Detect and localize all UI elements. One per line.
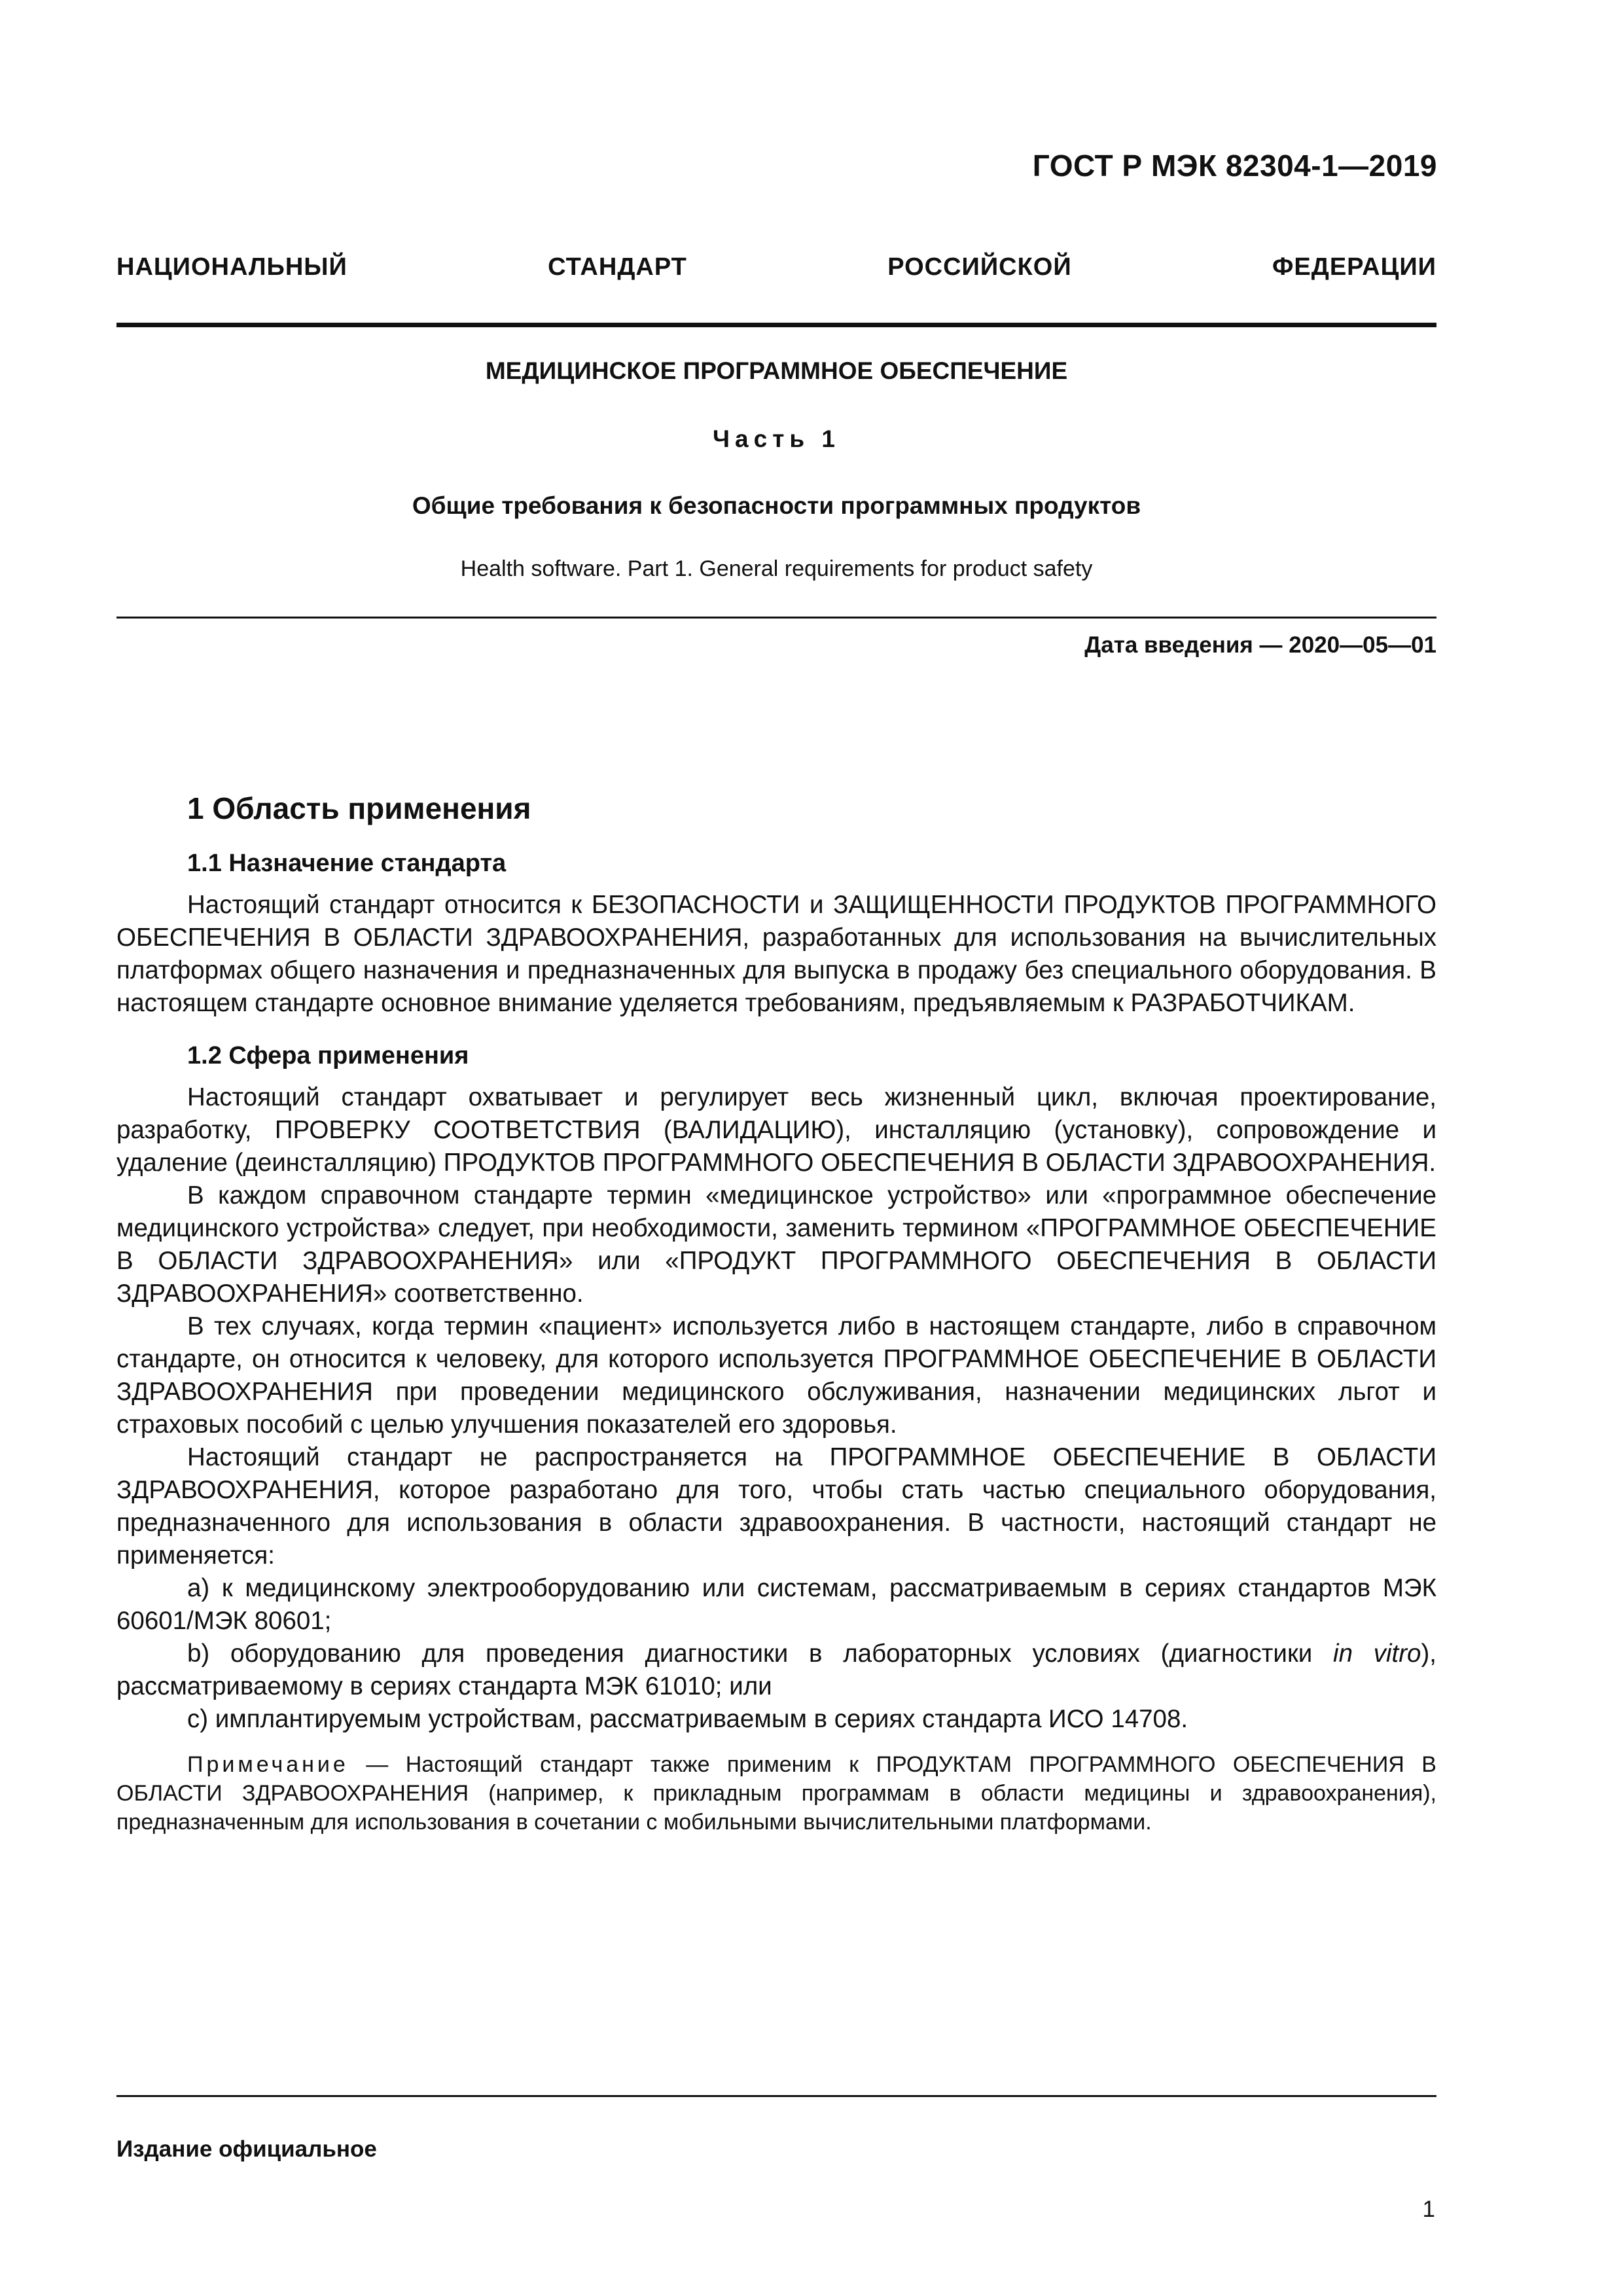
introduction-date: Дата введения — 2020—05—01 — [1084, 632, 1436, 658]
list-item-c: c) имплантируемым устройствам, рассматриваемым в сериях стандарта ИСО 14708. — [187, 1705, 1188, 1733]
list-item-b — [116, 1638, 1436, 1703]
note-text: — Настоящий стандарт также применим к ПРОДУКТАМ ПРОГРАММНОГО ОБЕСПЕЧЕНИЯ В ОБЛАСТИ ЗДРАВООХРАНЕНИЯ (например, к прикладным программам в области медицины и здравоохранения), предназначенным для использования в сочетании с мобильными вычислительными платформами. — [116, 1752, 1436, 1835]
list-item-b-text-end: ), рассматриваемому в сериях стандарта МЭК 61010; или — [116, 1640, 1436, 1700]
part-label: Часть 1 — [713, 425, 840, 452]
list-item-b-text: b) оборудованию для проведения диагностики в лабораторных условиях (диагностики — [187, 1640, 1334, 1668]
official-edition-label: Издание официальное — [116, 2136, 377, 2162]
paragraph: В каждом справочном стандарте термин «медицинское устройство» или «программное обеспечение медицинского устройства» следует, при необходимости, заменить термином «ПРОГРАММНОЕ ОБЕСПЕЧЕНИЕ В ОБЛАСТИ ЗДРАВООХРАНЕНИЯ» или «ПРОДУКТ ПРОГРАММНОГО ОБЕСПЕЧЕНИЯ В ОБЛАСТИ ЗДРАВООХРАНЕНИЯ» соответственно. — [116, 1181, 1436, 1308]
list-item-a: а) к медицинскому электрооборудованию или системам, рассматриваемым в сериях стандартов МЭК 60601/МЭК 80601; — [116, 1574, 1436, 1635]
subsection-heading-1-1: 1.1 Назначение стандарта — [187, 850, 507, 877]
paragraph: Настоящий стандарт не распространяется на ПРОГРАММНОЕ ОБЕСПЕЧЕНИЕ В ОБЛАСТИ ЗДРАВООХРАНЕНИЯ, которое разработано для того, чтобы стать частью специального оборудования, предназначенного для использования в области здравоохранения. В частности, настоящий стандарт не применяется: — [116, 1443, 1436, 1570]
document-body — [116, 792, 1436, 1837]
subsection-heading-1-2: 1.2 Сфера применения — [187, 1042, 469, 1069]
title-divider — [116, 617, 1436, 619]
english-title: Health software. Part 1. General requirements for product safety — [460, 556, 1093, 581]
standard-code: ГОСТ Р МЭК 82304-1—2019 — [1032, 149, 1437, 183]
paragraph: В тех случаях, когда термин «пациент» используется либо в настоящем стандарте, либо в справочном стандарте, он относится к человеку, для которого используется ПРОГРАММНОЕ ОБЕСПЕЧЕНИЕ В ОБЛАСТИ ЗДРАВООХРАНЕНИЯ при проведении медицинского обслуживания, назначении медицинских льгот и страховых пособий с целью улучшения показателей его здоровья. — [116, 1312, 1436, 1439]
section-heading: 1 Область применения — [187, 791, 531, 825]
latin-term: in vitro — [1333, 1640, 1421, 1668]
page-number: 1 — [1422, 2197, 1435, 2222]
document-title: МЕДИЦИНСКОЕ ПРОГРАММНОЕ ОБЕСПЕЧЕНИЕ — [485, 357, 1068, 384]
paragraph: Настоящий стандарт относится к БЕЗОПАСНОСТИ и ЗАЩИЩЕННОСТИ ПРОДУКТОВ ПРОГРАММНОГО ОБЕСПЕЧЕНИЯ В ОБЛАСТИ ЗДРАВООХРАНЕНИЯ, разработанных для использования на вычислительных платформах общего назначения и предназначенных для выпуска в продажу без специального оборудования. В настоящем стандарте основное внимание уделяется требованиям, предъявляемым к РАЗРАБОТЧИКАМ. — [116, 891, 1436, 1017]
note — [116, 1750, 1436, 1837]
note-label: Примечание — [187, 1752, 349, 1777]
header-divider-thick — [116, 323, 1436, 327]
footer-divider — [116, 2095, 1436, 2097]
national-standard-banner: НАЦИОНАЛЬНЫЙ СТАНДАРТ РОССИЙСКОЙ ФЕДЕРАЦИИ — [116, 253, 1436, 281]
document-subtitle: Общие требования к безопасности программных продуктов — [412, 492, 1141, 519]
paragraph: Настоящий стандарт охватывает и регулирует весь жизненный цикл, включая проектирование, разработку, ПРОВЕРКУ СООТВЕТСТВИЯ (ВАЛИДАЦИЮ), инсталляцию (установку), сопровождение и удаление (деинсталляцию) ПРОДУКТОВ ПРОГРАММНОГО ОБЕСПЕЧЕНИЯ В ОБЛАСТИ ЗДРАВООХРАНЕНИЯ. — [116, 1083, 1436, 1177]
